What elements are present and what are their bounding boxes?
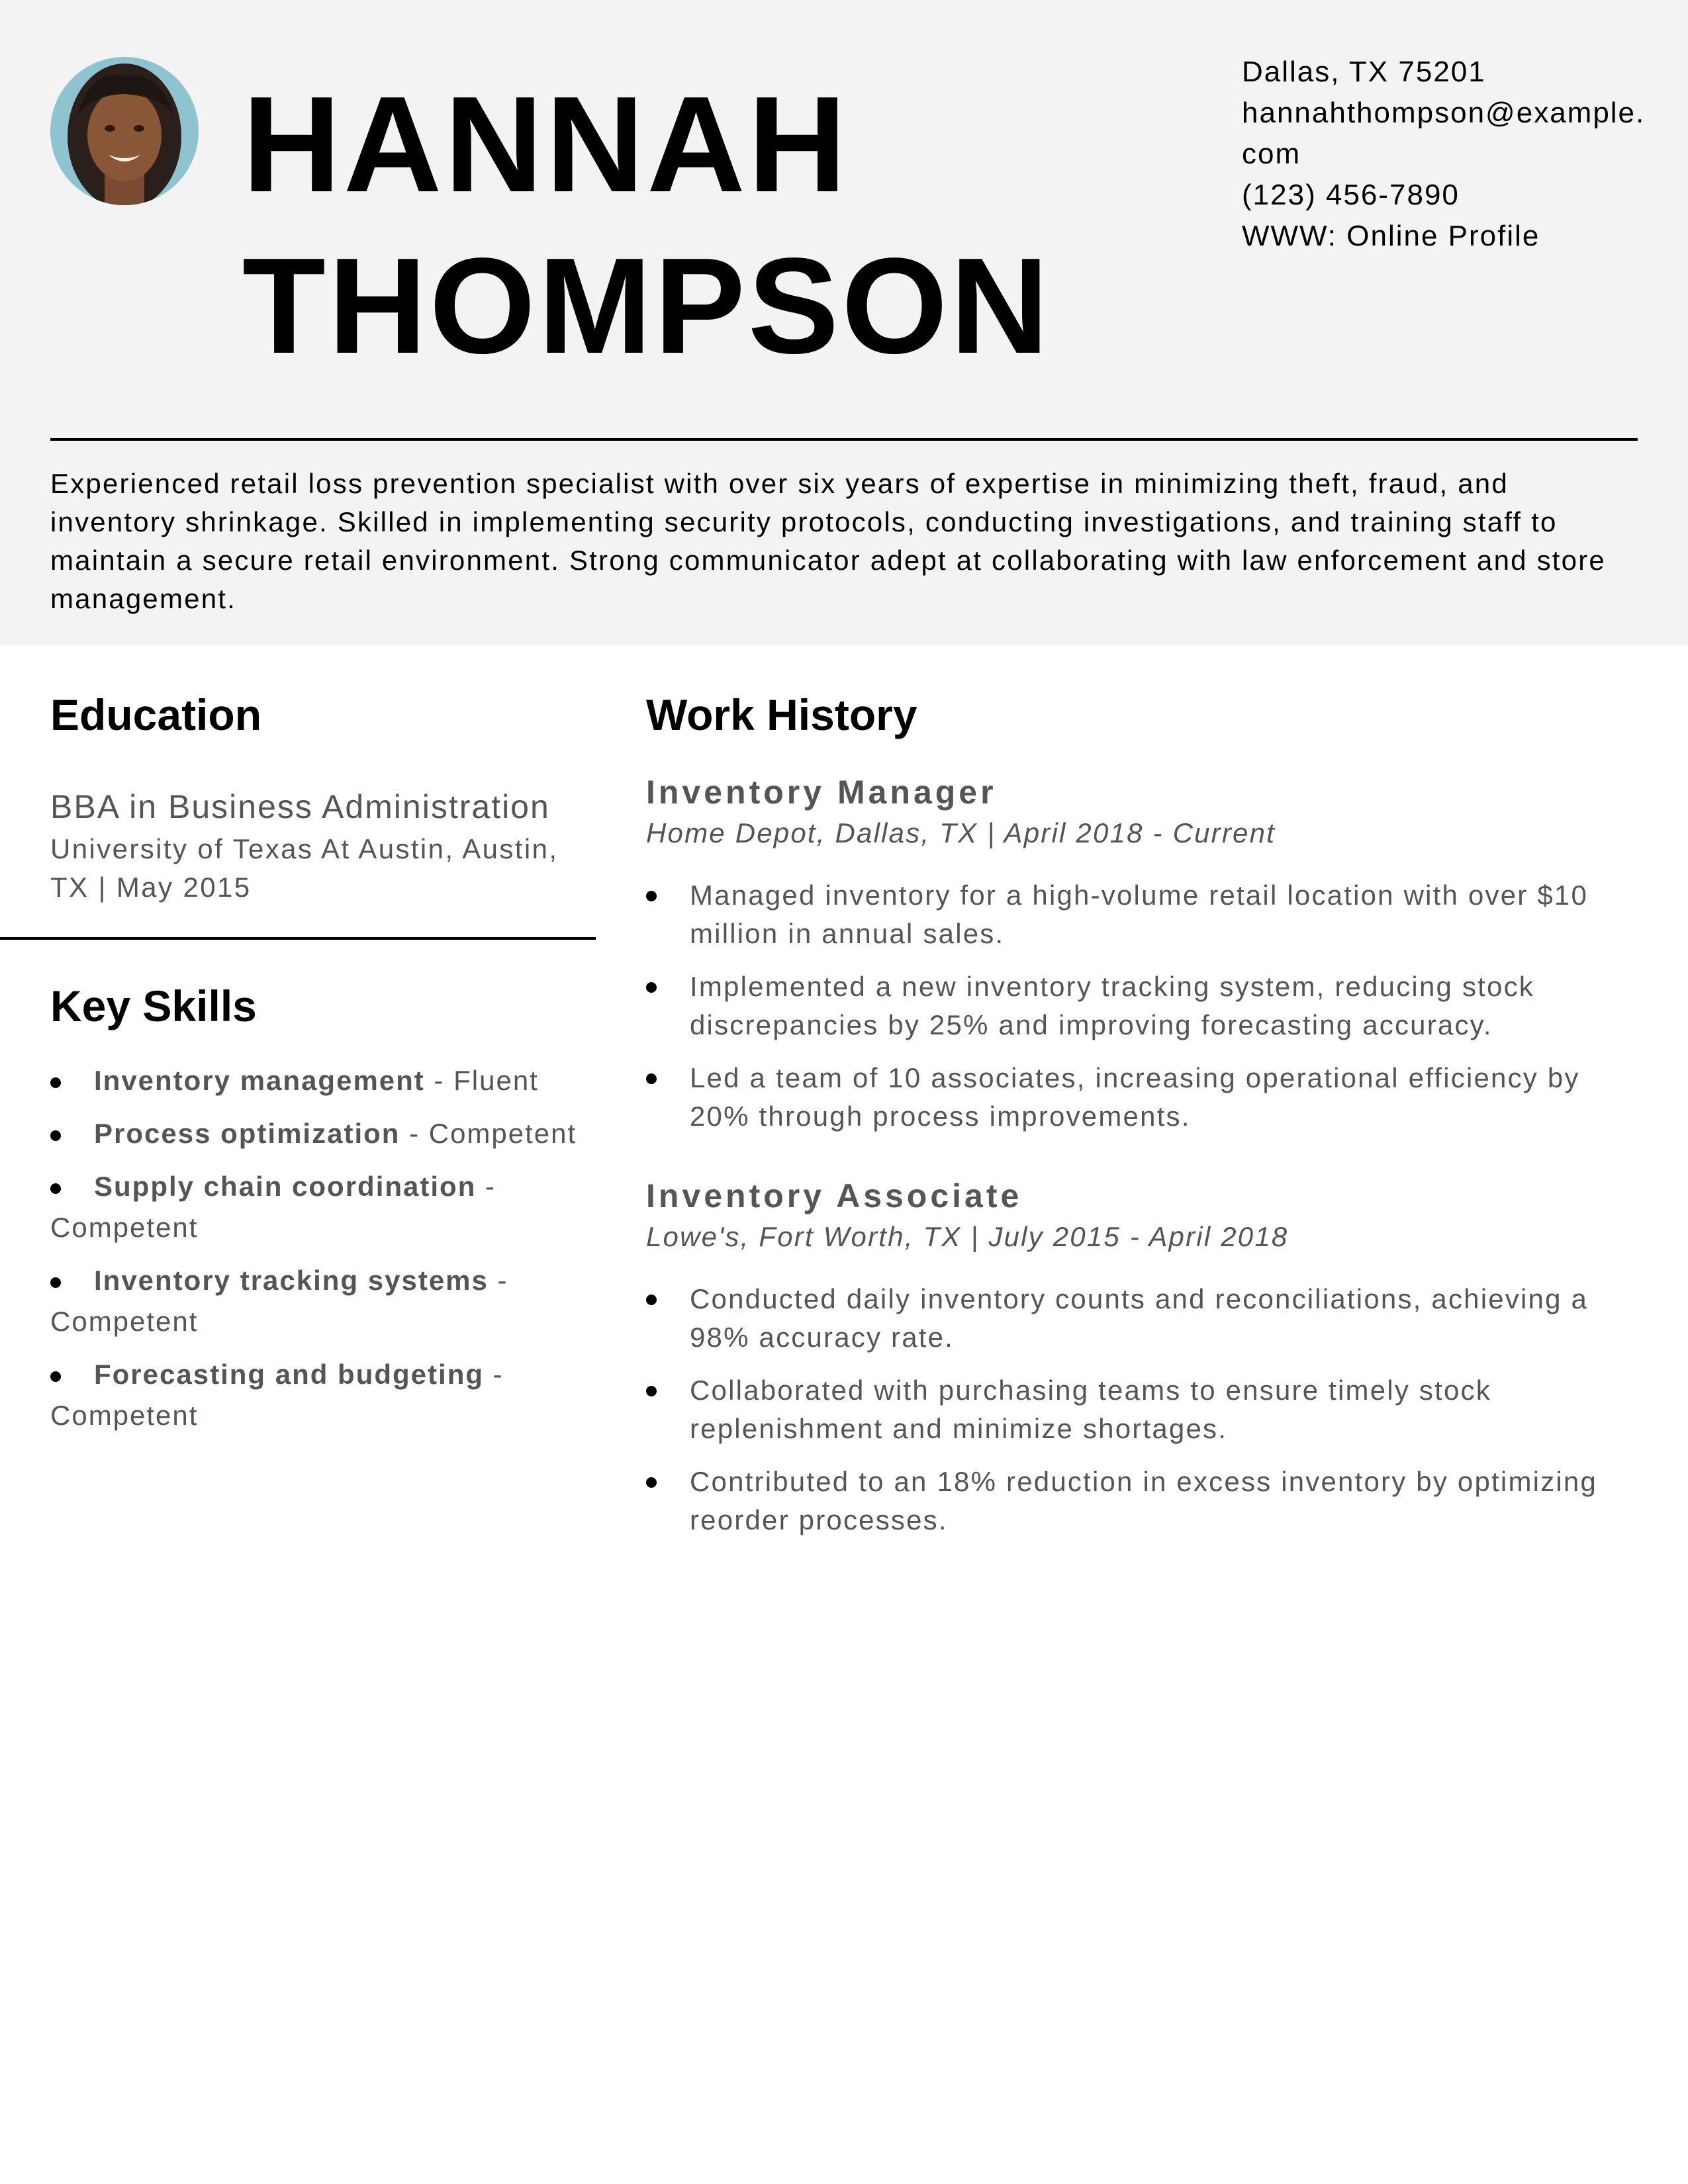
work-history-section xyxy=(646,686,1639,1554)
job-bullet xyxy=(646,1371,1639,1448)
skill-name: Forecasting and budgeting xyxy=(94,1359,485,1390)
job-title: Inventory Manager xyxy=(646,774,997,811)
skill-name: Process optimization xyxy=(94,1118,400,1149)
job-bullet-text: Managed inventory for a high-volume retail location with over $10 million in annual sales. xyxy=(690,880,1589,949)
skill-level: - Competent xyxy=(400,1118,577,1149)
bullet-icon xyxy=(646,1386,657,1396)
bullet-icon xyxy=(646,891,657,901)
job-bullet-text: Contributed to an 18% reduction in excess inventory by optimizing reorder processes. xyxy=(690,1466,1598,1535)
job-bullet-text: Collaborated with purchasing teams to ensure timely stock replenishment and minimize shortages. xyxy=(690,1375,1491,1444)
candidate-name xyxy=(242,64,1051,387)
job-meta: Home Depot, Dallas, TX | April 2018 - Current xyxy=(646,817,1276,848)
job-meta: Lowe's, Fort Worth, TX | July 2015 - April 2018 xyxy=(646,1221,1289,1252)
job-bullet xyxy=(646,1463,1639,1539)
job-bullet-text: Implemented a new inventory tracking system, reducing stock discrepancies by 25% and improving forecasting accuracy. xyxy=(690,971,1534,1040)
avatar-photo xyxy=(50,57,199,205)
bullet-icon xyxy=(50,1277,61,1288)
bullet-icon xyxy=(646,1477,657,1488)
work-history-title: Work History xyxy=(646,690,917,739)
bullet-icon xyxy=(50,1130,61,1141)
skills-section xyxy=(50,977,580,1448)
skill-level: - Competent xyxy=(50,1359,504,1431)
skill-item xyxy=(50,1166,580,1248)
education-school: University of Texas At Austin, Austin, TX | May 2015 xyxy=(50,833,559,903)
professional-summary: Experienced retail loss prevention specialist with over six years of expertise in minimizing theft, fraud, and inventory shrinkage. Skilled in implementing security protocols, conducting investigations, and training staff to maintain a secure retail environment. Strong communicator adept at collaborating with law enforcement and store management. xyxy=(50,468,1606,614)
job-entry xyxy=(646,1174,1639,1539)
contact-website[interactable]: WWW: Online Profile xyxy=(1242,220,1540,252)
skill-item xyxy=(50,1260,580,1342)
job-bullets xyxy=(646,876,1639,1136)
education-section xyxy=(50,686,580,907)
job-bullet xyxy=(646,1059,1639,1136)
skill-level: - Competent xyxy=(50,1265,508,1337)
job-bullet xyxy=(646,968,1639,1044)
skill-level: - Competent xyxy=(50,1171,496,1243)
education-title: Education xyxy=(50,690,262,739)
contact-email[interactable]: hannahthompson@example.com xyxy=(1242,97,1646,170)
contact-block xyxy=(1242,52,1652,257)
job-bullet xyxy=(646,876,1639,953)
job-bullet xyxy=(646,1280,1639,1357)
header-band xyxy=(0,0,1688,645)
education-degree: BBA in Business Administration xyxy=(50,788,550,825)
bullet-icon xyxy=(646,1073,657,1084)
header-divider xyxy=(50,438,1638,441)
job-title: Inventory Associate xyxy=(646,1177,1023,1214)
skill-level: - Fluent xyxy=(424,1065,539,1096)
avatar xyxy=(50,57,199,205)
job-bullet-text: Led a team of 10 associates, increasing operational efficiency by 20% through process improvements. xyxy=(690,1062,1580,1132)
skill-item xyxy=(50,1354,580,1436)
contact-phone: (123) 456-7890 xyxy=(1242,179,1460,211)
skills-title: Key Skills xyxy=(50,981,257,1030)
skills-list xyxy=(50,1060,580,1436)
bullet-icon xyxy=(50,1183,61,1194)
left-divider xyxy=(0,937,596,940)
job-entry xyxy=(646,770,1639,1136)
name-last: THOMPSON xyxy=(242,230,1052,382)
skill-item xyxy=(50,1060,580,1101)
skill-name: Inventory tracking systems xyxy=(94,1265,489,1296)
contact-location: Dallas, TX 75201 xyxy=(1242,56,1486,88)
bullet-icon xyxy=(646,982,657,993)
bullet-icon xyxy=(646,1295,657,1305)
name-first: HANNAH xyxy=(242,68,849,220)
skill-name: Supply chain coordination xyxy=(94,1171,477,1202)
job-bullets xyxy=(646,1280,1639,1539)
skill-item xyxy=(50,1113,580,1154)
bullet-icon xyxy=(50,1371,61,1382)
job-bullet-text: Conducted daily inventory counts and reconciliations, achieving a 98% accuracy rate. xyxy=(690,1283,1589,1353)
bullet-icon xyxy=(50,1077,61,1088)
skill-name: Inventory management xyxy=(94,1065,425,1096)
